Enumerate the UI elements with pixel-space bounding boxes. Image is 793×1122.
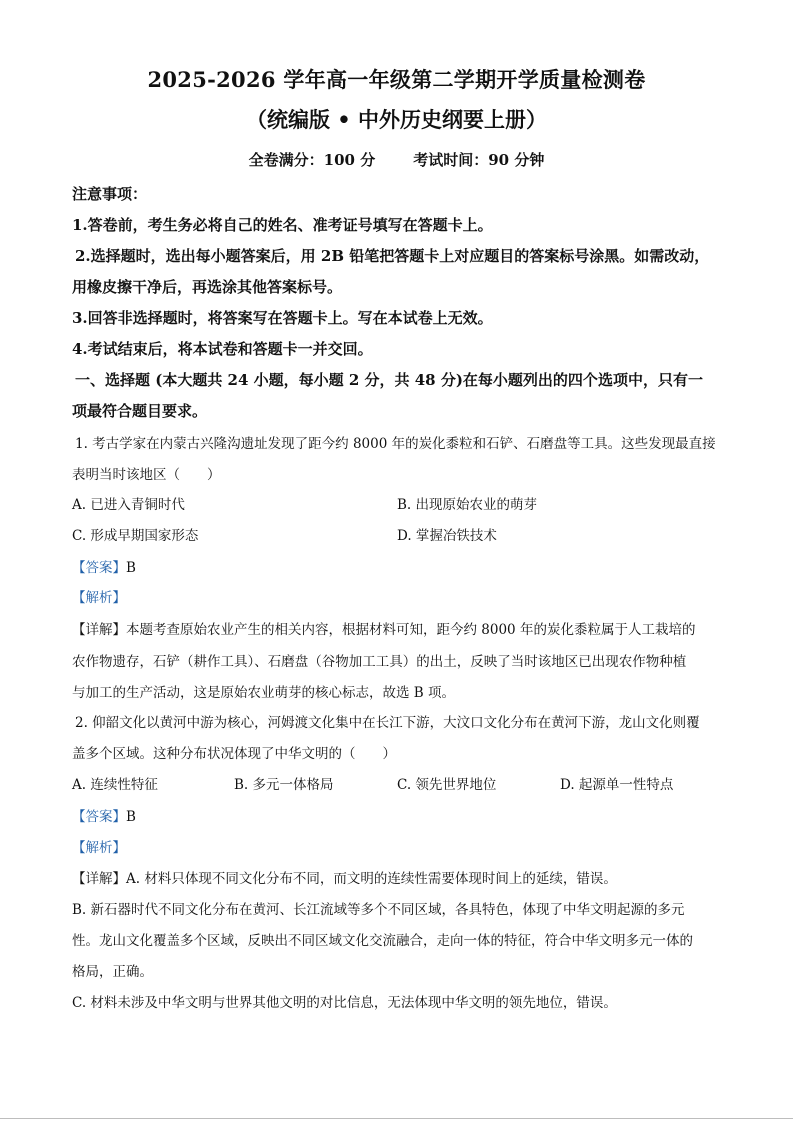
notice-item: 4.考试结束后，将本试卷和答题卡一并交回。	[72, 340, 373, 358]
section-heading: 一、选择题 (本大题共 24 小题，每小题 2 分，共 48 分)在每小题列出的四个选项中，只有一	[75, 371, 703, 389]
full-score: 全卷满分：100 分	[248, 151, 376, 169]
detail-text: 本题考查原始农业产生的相关内容，根据材料可知，距今约 8000 年的炭化黍粒属于人工栽培的	[126, 622, 696, 638]
q1-answer	[72, 556, 136, 576]
q1-option-b: B. 出现原始农业的萌芽	[397, 497, 538, 513]
q2-detail-cont: 性。龙山文化覆盖多个区域，反映出不同区域文化交流融合，走向一体的特征，符合中华文明多元一体的	[72, 933, 693, 949]
q2-detail	[72, 867, 617, 887]
q1-option-c: C. 形成早期国家形态	[72, 528, 199, 544]
q1-option-d: D. 掌握冶铁技术	[397, 528, 497, 544]
notice-item: 2.选择题时，选出每小题答案后，用 2B 铅笔把答题卡上对应题目的答案标号涂黑。如需改动，	[75, 247, 710, 265]
answer-value: B	[126, 809, 136, 825]
answer-tag: 【答案】	[72, 560, 126, 576]
notice-item: 用橡皮擦干净后，再选涂其他答案标号。	[72, 278, 343, 296]
q2-stem: 2. 仰韶文化以黄河中游为核心，河姆渡文化集中在长江下游，大汶口文化分布在黄河下游，龙山文化则覆	[75, 715, 700, 731]
q2-option-b: B. 多元一体格局	[234, 777, 334, 793]
q2-detail-cont: B. 新石器时代不同文化分布在黄河、长江流域等多个不同区域，各具特色，体现了中华文明起源的多元	[72, 902, 685, 918]
detail-tag: 【详解】	[72, 871, 126, 887]
exam-time: 考试时间：90 分钟	[413, 151, 545, 169]
detail-text: A. 材料只体现不同文化分布不同，而文明的连续性需要体现时间上的延续，错误。	[126, 871, 617, 887]
answer-tag: 【答案】	[72, 809, 126, 825]
notice-item: 1.答卷前，考生务必将自己的姓名、准考证号填写在答题卡上。	[72, 216, 493, 234]
notice-item: 3.回答非选择题时，将答案写在答题卡上。写在本试卷上无效。	[72, 309, 493, 327]
q2-detail-cont: C. 材料未涉及中华文明与世界其他文明的对比信息，无法体现中华文明的领先地位，错误。	[72, 995, 617, 1011]
q1-detail-cont: 与加工的生产活动，这是原始农业萌芽的核心标志，故选 B 项。	[72, 685, 456, 701]
q2-analysis-tag: 【解析】	[72, 840, 126, 856]
q1-stem: 1. 考古学家在内蒙古兴隆沟遗址发现了距今约 8000 年的炭化黍粒和石铲、石磨盘等工具。这些发现最直接	[75, 436, 716, 452]
notice-heading: 注意事项：	[72, 185, 148, 203]
q1-option-a: A. 已进入青铜时代	[72, 497, 185, 513]
q1-detail-cont: 农作物遗存，石铲（耕作工具）、石磨盘（谷物加工工具）的出土，反映了当时该地区已出现农作物种植	[72, 654, 687, 670]
q2-detail-cont: 格局，正确。	[72, 964, 153, 980]
q2-stem-cont: 盖多个区域。这种分布状况体现了中华文明的（ ）	[72, 746, 396, 762]
q1-analysis-tag: 【解析】	[72, 590, 126, 606]
exam-title: 2025-2026 学年高一年级第二学期开学质量检测卷	[147, 67, 646, 92]
exam-info	[0, 149, 793, 170]
page-bottom-divider	[0, 1118, 793, 1119]
q2-option-c: C. 领先世界地位	[397, 777, 497, 793]
answer-value: B	[126, 560, 136, 576]
section-heading-cont: 项最符合题目要求。	[72, 402, 208, 420]
exam-subtitle: （统编版 • 中外历史纲要上册）	[245, 107, 548, 132]
detail-tag: 【详解】	[72, 622, 126, 638]
q2-option-a: A. 连续性特征	[72, 777, 158, 793]
q1-stem-cont: 表明当时该地区（ ）	[72, 467, 221, 483]
q2-option-d: D. 起源单一性特点	[560, 777, 674, 793]
q1-detail	[72, 618, 695, 638]
q2-answer	[72, 805, 136, 825]
